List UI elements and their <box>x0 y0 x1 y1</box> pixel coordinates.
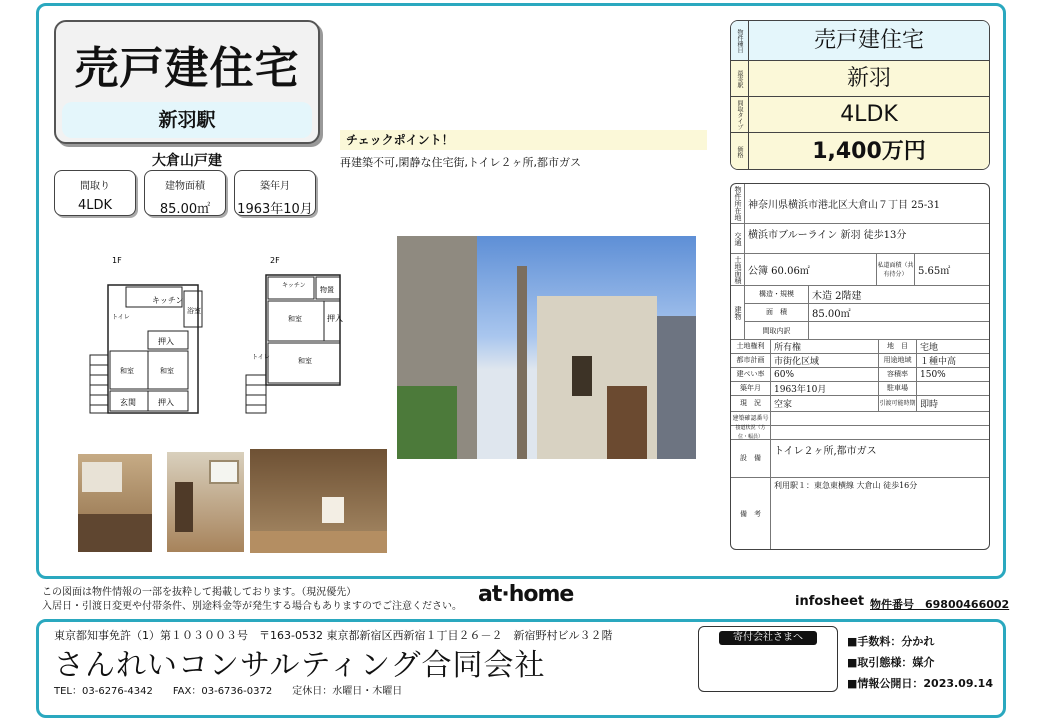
summary-value: 売戸建住宅 <box>813 28 924 53</box>
detail-key: 建物 <box>731 286 745 339</box>
detail-key: 駐車場 <box>879 382 917 395</box>
property-name: 大倉山戸建 <box>152 153 222 169</box>
stat-value: 4LDK <box>77 198 113 213</box>
stat-label: 築年月 <box>260 181 290 192</box>
property-number: 物件番号 69800466002 <box>870 598 1010 611</box>
detail-value: 150% <box>920 369 946 380</box>
window-shape <box>209 460 239 484</box>
detail-key: 地 目 <box>879 340 917 353</box>
detail-row-city-plan <box>731 354 989 368</box>
floorplan-1f <box>86 255 216 420</box>
stat-floor-area <box>144 170 226 216</box>
building-right <box>657 316 696 459</box>
detail-row-building <box>731 286 989 340</box>
checkpoint-text: 再建築不可,閑静な住宅街,トイレ２ヶ所,都市ガス <box>340 156 581 169</box>
summary-row-station <box>731 61 989 97</box>
room-label: トイレ <box>112 314 130 321</box>
floor-label: 2F <box>270 256 280 265</box>
detail-value: 85.00㎡ <box>812 309 851 320</box>
detail-value <box>809 322 989 340</box>
summary-key: 価格 <box>731 133 749 170</box>
detail-row-land-area <box>731 254 989 286</box>
room-label: 和室 <box>120 367 134 375</box>
detail-row-notes <box>731 478 989 550</box>
floor-area-row <box>745 304 989 322</box>
room-label: キッチン <box>152 296 184 305</box>
contact-line: TEL：03-6276-4342 FAX：03-6736-0372 定休日：水曜日・木曜日 <box>54 686 403 697</box>
staircase <box>246 375 266 413</box>
detail-key: 用途地域 <box>879 354 917 367</box>
detail-value <box>917 382 989 395</box>
summary-row-price <box>731 133 989 170</box>
detail-value: 5.65㎡ <box>918 266 951 277</box>
stat-layout <box>54 170 136 216</box>
detail-value: 市街化区域 <box>771 354 879 367</box>
stat-value: 85.00㎡ <box>159 202 211 217</box>
published-line: ■情報公開日：2023.09.14 <box>847 677 993 690</box>
detail-row-status <box>731 396 989 412</box>
disclaimer <box>42 586 462 614</box>
details-table <box>730 183 990 550</box>
detail-key: 面 積 <box>745 304 809 321</box>
room-label: 押入 <box>158 398 174 407</box>
license-line: 東京都知事免許（1）第１０３００３号 〒163-0532 東京都新宿区西新宿１丁目２６－２ 新宿野村ビル３２階 <box>54 629 613 642</box>
detail-key: 引渡可能時期 <box>879 396 917 411</box>
room-label: 押入 <box>158 337 174 346</box>
kitchen-photo <box>78 454 152 552</box>
room-label: トイレ <box>252 354 270 361</box>
detail-key: 備 考 <box>731 478 771 550</box>
room-label: 浴室 <box>187 307 201 315</box>
detail-row-land-right <box>731 340 989 354</box>
summary-key: 物件種目 <box>731 21 749 60</box>
station-badge: 新羽駅 <box>62 102 312 138</box>
stat-label: 建物面積 <box>165 181 205 192</box>
summary-key: 間取タイプ <box>731 97 749 132</box>
athome-logo: at·home <box>478 582 574 607</box>
detail-key: 都市計画 <box>731 354 771 367</box>
detail-value: 60% <box>771 368 879 381</box>
detail-key: 交通 <box>731 224 745 253</box>
layout-detail-row <box>745 322 989 340</box>
deal-line: ■取引態様：媒介 <box>847 656 935 669</box>
fee-line: ■手数料：分かれ <box>847 635 935 648</box>
structure-row <box>745 286 989 304</box>
terms <box>847 631 993 694</box>
stat-built <box>234 170 316 216</box>
detail-row-address <box>731 184 989 224</box>
infosheet-label: infosheet <box>795 594 865 609</box>
detail-value: 即時 <box>920 400 939 410</box>
company-name: さんれいコンサルティング合同会社 <box>54 648 546 683</box>
summary-value: 4LDK <box>840 102 898 127</box>
detail-row-bcr <box>731 368 989 382</box>
stat-label: 間取り <box>80 181 110 192</box>
detail-key: 建築確認番号 <box>731 412 771 425</box>
house-window <box>572 356 592 396</box>
detail-value: 公簿 60.06㎡ <box>745 254 877 285</box>
detail-key: 現 況 <box>731 396 771 411</box>
detail-key: 設 備 <box>731 440 771 477</box>
detail-value <box>771 426 989 439</box>
detail-key: 容積率 <box>879 368 917 381</box>
detail-value: １種中高 <box>920 357 957 367</box>
room-label: 和室 <box>298 357 312 365</box>
detail-value: トイレ２ヶ所,都市ガス <box>774 446 877 457</box>
summary-value: 1,400万円 <box>812 139 926 164</box>
title-card <box>54 20 320 144</box>
detail-row-facility <box>731 440 989 478</box>
detail-key: 物件所在地 <box>731 184 745 223</box>
property-type-title: 売戸建住宅 <box>74 43 300 94</box>
summary-table <box>730 20 990 170</box>
staircase <box>90 355 108 413</box>
summary-row-type <box>731 21 989 61</box>
detail-key: 土地権利 <box>731 340 771 353</box>
detail-value: 宅地 <box>920 343 939 353</box>
attic-photo <box>250 449 387 553</box>
detail-key: 構造・規模 <box>745 286 809 303</box>
shelf-shape <box>175 482 193 532</box>
exterior-photo <box>397 236 696 459</box>
room-label: 押入 <box>327 314 343 323</box>
room-photo <box>167 452 244 552</box>
detail-row-transport <box>731 224 989 254</box>
counter-shape <box>78 514 152 552</box>
floor-shape <box>250 531 387 553</box>
house-door <box>607 386 647 459</box>
detail-row-built <box>731 382 989 396</box>
window-shape <box>322 497 344 523</box>
room-label: 和室 <box>288 315 302 323</box>
detail-value: 利用駅１：東急東横線 大倉山 徒歩16分 <box>774 481 918 490</box>
summary-key: 最寄駅 <box>731 61 749 96</box>
client-heading: 寄付会社さまへ <box>719 631 817 645</box>
disclaimer-line: この図面は物件情報の一部を抜粋して掲載しております。（現況優先） <box>42 587 357 598</box>
detail-value: 神奈川県横浜市港北区大倉山７丁目 25-31 <box>748 200 941 211</box>
room-label: キッチン <box>282 282 306 289</box>
detail-key: 土地面積 <box>731 254 745 285</box>
room-label: 和室 <box>160 367 174 375</box>
greenery <box>397 386 457 459</box>
client-box <box>698 626 838 692</box>
detail-value <box>771 412 989 425</box>
detail-key: 築年月 <box>731 382 771 395</box>
summary-value: 新羽 <box>846 66 891 91</box>
detail-key: 接道状況（方位・幅員） <box>731 426 771 439</box>
room-label: 玄関 <box>120 398 136 407</box>
disclaimer-line: 入居日・引渡日変更や付帯条件、別途料金等が発生する場合もありますのでご注意ください。 <box>42 601 462 612</box>
detail-key: 私道面積（共有持分） <box>877 254 915 285</box>
detail-value: 所有権 <box>771 340 879 353</box>
window-shape <box>82 462 122 492</box>
checkpoint-heading: チェックポイント！ <box>340 130 707 150</box>
floor-label: 1F <box>112 256 122 265</box>
summary-row-layout <box>731 97 989 133</box>
detail-value: 木造 2階建 <box>812 291 862 302</box>
floorplan-2f <box>240 255 350 420</box>
detail-row-road <box>731 426 989 440</box>
stat-value: 1963年10月 <box>237 202 313 217</box>
room-label: 物置 <box>320 286 334 294</box>
utility-pole <box>517 266 527 459</box>
detail-value: 横浜市ブルーライン 新羽 徒歩13分 <box>748 230 907 241</box>
detail-key: 建ぺい率 <box>731 368 771 381</box>
detail-value: 空家 <box>771 396 879 411</box>
detail-value: 1963年10月 <box>771 382 879 395</box>
detail-key: 間取内訳 <box>745 322 809 340</box>
